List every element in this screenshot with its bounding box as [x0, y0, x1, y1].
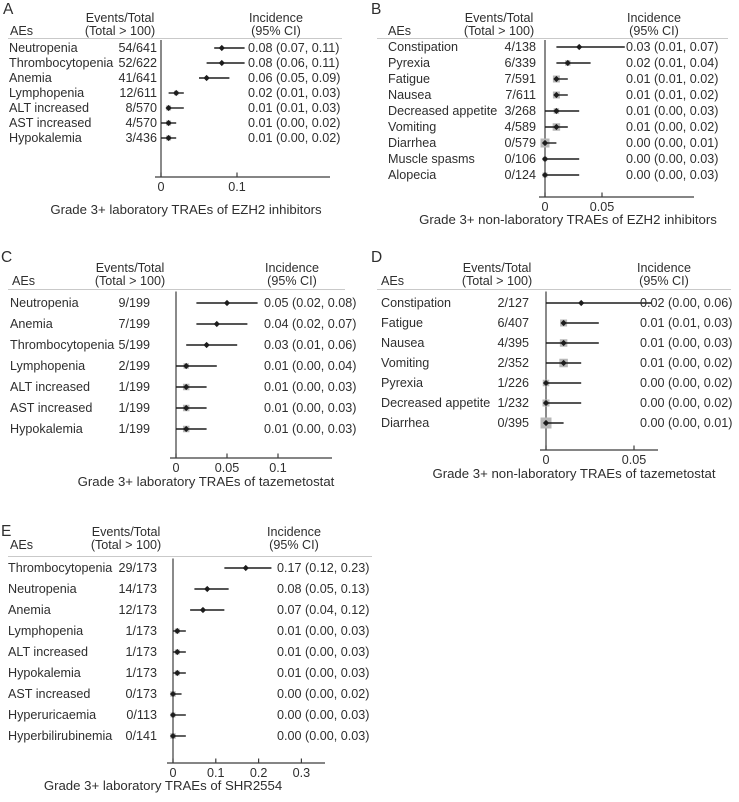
panel-C-letter: C [1, 249, 13, 266]
incidence-ci-value: 0.01 (0.01, 0.03) [640, 316, 733, 330]
incidence-ci-value: 0.05 (0.02, 0.08) [264, 296, 357, 310]
events-column-header-line1: Events/Total [85, 11, 155, 25]
point-estimate-marker [204, 342, 210, 348]
ae-label: Hyperbilirubinemia [8, 729, 113, 743]
aes-column-header: AEs [388, 24, 412, 38]
events-column-header-line2: (Total > 100) [84, 24, 156, 38]
ae-label: Hyperuricaemia [8, 708, 97, 722]
events-total-value: 2/127 [497, 296, 529, 310]
incidence-ci-value: 0.00 (0.00, 0.01) [640, 416, 733, 430]
x-tick-label: 0.1 [228, 180, 246, 194]
aes-column-header: AEs [381, 274, 405, 288]
x-tick-label: 0.05 [214, 461, 240, 475]
ae-label: Neutropenia [9, 41, 78, 55]
ae-label: Hypokalemia [10, 422, 83, 436]
incidence-ci-value: 0.01 (0.00, 0.04) [264, 359, 357, 373]
incidence-ci-value: 0.01 (0.00, 0.03) [264, 401, 357, 415]
incidence-ci-value: 0.02 (0.01, 0.03) [248, 86, 341, 100]
incidence-ci-value: 0.01 (0.00, 0.02) [640, 356, 733, 370]
point-estimate-marker [224, 300, 230, 306]
ae-label: Vomiting [381, 356, 430, 370]
x-tick-label: 0.1 [269, 461, 287, 475]
x-tick-label: 0 [541, 200, 549, 214]
ae-label: Decreased appetite [381, 396, 491, 410]
ae-label: Neutropenia [10, 296, 79, 310]
panel-caption: Grade 3+ laboratory TRAEs of tazemetostat [77, 474, 335, 489]
events-total-value: 0/141 [125, 729, 157, 743]
events-total-value: 29/173 [118, 561, 157, 575]
incidence-ci-value: 0.01 (0.01, 0.02) [626, 88, 719, 102]
panel-caption: Grade 3+ laboratory TRAEs of EZH2 inhibitors [50, 202, 322, 217]
events-total-value: 1/173 [125, 666, 157, 680]
incidence-ci-value: 0.01 (0.01, 0.02) [626, 72, 719, 86]
panel-A-letter: A [3, 1, 14, 18]
incidence-ci-value: 0.01 (0.00, 0.03) [264, 380, 357, 394]
events-total-value: 8/570 [125, 101, 157, 115]
incidence-column-header-line2: (95% CI) [251, 24, 301, 38]
events-total-value: 1/199 [118, 422, 150, 436]
incidence-column-header-line1: Incidence [249, 11, 303, 25]
events-column-header-line1: Events/Total [462, 261, 532, 275]
events-total-value: 1/173 [125, 645, 157, 659]
events-total-value: 7/611 [505, 88, 536, 102]
events-total-value: 0/395 [497, 416, 529, 430]
incidence-ci-value: 0.06 (0.05, 0.09) [248, 71, 341, 85]
ae-label: Anemia [8, 603, 51, 617]
events-column-header-line2: (Total > 100) [94, 274, 166, 288]
panel-E-letter: E [1, 523, 12, 540]
events-total-value: 0/579 [504, 136, 536, 150]
ae-label: ALT increased [8, 645, 89, 659]
events-total-value: 0/173 [125, 687, 157, 701]
incidence-ci-value: 0.03 (0.01, 0.06) [264, 338, 357, 352]
events-total-value: 14/173 [118, 582, 157, 596]
ae-label: Thrombocytopenia [9, 56, 114, 70]
ae-label: Alopecia [388, 168, 437, 182]
events-total-value: 7/199 [118, 317, 150, 331]
panel-caption: Grade 3+ non-laboratory TRAEs of tazemetostat [432, 466, 716, 481]
events-total-value: 6/407 [497, 316, 529, 330]
ae-label: AST increased [9, 116, 92, 130]
ae-label: Lymphopenia [9, 86, 85, 100]
ae-label: ALT increased [10, 380, 91, 394]
events-total-value: 12/611 [119, 86, 157, 100]
events-total-value: 4/589 [504, 120, 536, 134]
events-total-value: 4/138 [504, 40, 536, 54]
ae-label: Fatigue [381, 316, 424, 330]
incidence-ci-value: 0.01 (0.00, 0.02) [626, 120, 719, 134]
incidence-ci-value: 0.00 (0.00, 0.02) [640, 396, 733, 410]
ae-label: Muscle spasms [388, 152, 475, 166]
events-column-header-line2: (Total > 100) [461, 274, 533, 288]
events-total-value: 7/591 [504, 72, 536, 86]
events-total-value: 2/199 [118, 359, 150, 373]
panel-D-letter: D [371, 249, 383, 266]
incidence-ci-value: 0.02 (0.00, 0.06) [640, 296, 733, 310]
events-total-value: 12/173 [118, 603, 157, 617]
ae-label: Vomiting [388, 120, 437, 134]
ae-label: Lymphopenia [10, 359, 86, 373]
point-estimate-marker [219, 60, 225, 66]
x-tick-label: 0.3 [292, 766, 311, 780]
incidence-ci-value: 0.08 (0.06, 0.11) [248, 56, 340, 70]
incidence-ci-value: 0.17 (0.12, 0.23) [277, 561, 370, 575]
ae-label: Constipation [388, 40, 459, 54]
ae-label: Constipation [381, 296, 452, 310]
incidence-ci-value: 0.00 (0.00, 0.03) [277, 729, 370, 743]
ae-label: AST increased [10, 401, 93, 415]
point-estimate-marker [214, 321, 220, 327]
x-tick-label: 0 [169, 766, 177, 780]
aes-column-header: AEs [10, 24, 34, 38]
events-column-header-line1: Events/Total [95, 261, 165, 275]
incidence-ci-value: 0.01 (0.00, 0.03) [264, 422, 357, 436]
ae-label: Fatigue [388, 72, 431, 86]
ae-label: Decreased appetite [388, 104, 498, 118]
ae-label: Neutropenia [8, 582, 77, 596]
incidence-ci-value: 0.00 (0.00, 0.01) [626, 136, 719, 150]
incidence-ci-value: 0.08 (0.05, 0.13) [277, 582, 370, 596]
incidence-column-header-line1: Incidence [267, 525, 321, 539]
incidence-ci-value: 0.01 (0.00, 0.03) [640, 336, 733, 350]
incidence-ci-value: 0.00 (0.00, 0.02) [640, 376, 733, 390]
x-tick-label: 0 [157, 180, 165, 194]
panel-caption: Grade 3+ non-laboratory TRAEs of EZH2 inhibitors [419, 212, 717, 227]
x-tick-label: 0.1 [207, 766, 225, 780]
incidence-ci-value: 0.01 (0.00, 0.02) [248, 131, 341, 145]
ae-label: Hypokalemia [8, 666, 81, 680]
x-tick-label: 0.05 [589, 200, 615, 214]
aes-column-header: AEs [12, 274, 36, 288]
incidence-column-header-line1: Incidence [637, 261, 691, 275]
events-total-value: 0/113 [126, 708, 157, 722]
ae-label: Nausea [381, 336, 425, 350]
point-estimate-marker [576, 44, 582, 50]
ae-label: Lymphopenia [8, 624, 84, 638]
incidence-column-header-line1: Incidence [265, 261, 319, 275]
events-column-header-line1: Events/Total [464, 11, 534, 25]
x-tick-label: 0 [542, 453, 550, 467]
incidence-ci-value: 0.01 (0.00, 0.03) [277, 645, 370, 659]
point-estimate-marker [578, 300, 584, 306]
events-total-value: 1/173 [125, 624, 157, 638]
events-total-value: 52/622 [118, 56, 157, 70]
events-total-value: 3/436 [125, 131, 157, 145]
ae-label: Anemia [10, 317, 53, 331]
point-estimate-marker [219, 45, 225, 51]
events-total-value: 6/339 [504, 56, 536, 70]
ae-label: Hypokalemia [9, 131, 82, 145]
point-estimate-marker [243, 565, 249, 571]
incidence-ci-value: 0.01 (0.00, 0.03) [626, 104, 719, 118]
ae-label: Thrombocytopenia [8, 561, 113, 575]
incidence-ci-value: 0.04 (0.02, 0.07) [264, 317, 357, 331]
point-estimate-marker [204, 586, 210, 592]
x-tick-label: 0.2 [249, 766, 268, 780]
events-column-header-line2: (Total > 100) [463, 24, 535, 38]
events-total-value: 4/395 [497, 336, 529, 350]
events-total-value: 41/641 [118, 71, 157, 85]
incidence-ci-value: 0.03 (0.01, 0.07) [626, 40, 719, 54]
ae-label: Diarrhea [388, 136, 437, 150]
events-total-value: 4/570 [125, 116, 157, 130]
incidence-ci-value: 0.00 (0.00, 0.02) [277, 687, 370, 701]
incidence-column-header-line2: (95% CI) [629, 24, 679, 38]
events-total-value: 1/199 [118, 401, 150, 415]
incidence-column-header-line2: (95% CI) [267, 274, 317, 288]
events-total-value: 2/352 [497, 356, 529, 370]
incidence-ci-value: 0.01 (0.00, 0.03) [277, 624, 370, 638]
incidence-ci-value: 0.01 (0.00, 0.02) [248, 116, 341, 130]
x-tick-label: 0 [172, 461, 180, 475]
events-column-header-line1: Events/Total [91, 525, 161, 539]
events-total-value: 1/226 [497, 376, 529, 390]
incidence-ci-value: 0.00 (0.00, 0.03) [277, 708, 370, 722]
events-total-value: 5/199 [118, 338, 150, 352]
incidence-column-header-line2: (95% CI) [269, 538, 319, 552]
events-total-value: 1/199 [118, 380, 150, 394]
incidence-ci-value: 0.00 (0.00, 0.03) [626, 152, 719, 166]
ae-label: AST increased [8, 687, 91, 701]
incidence-column-header-line2: (95% CI) [639, 274, 689, 288]
events-total-value: 1/232 [497, 396, 529, 410]
events-total-value: 9/199 [118, 296, 150, 310]
x-tick-label: 0.05 [621, 453, 647, 467]
incidence-ci-value: 0.00 (0.00, 0.03) [626, 168, 719, 182]
events-total-value: 54/641 [118, 41, 157, 55]
aes-column-header: AEs [10, 538, 34, 552]
ae-label: Nausea [388, 88, 432, 102]
incidence-ci-value: 0.07 (0.04, 0.12) [277, 603, 370, 617]
incidence-column-header-line1: Incidence [627, 11, 681, 25]
events-total-value: 0/124 [504, 168, 536, 182]
ae-label: Anemia [9, 71, 52, 85]
incidence-ci-value: 0.02 (0.01, 0.04) [626, 56, 719, 70]
events-total-value: 3/268 [504, 104, 536, 118]
incidence-ci-value: 0.01 (0.01, 0.03) [248, 101, 341, 115]
ae-label: Diarrhea [381, 416, 430, 430]
ae-label: Pyrexia [381, 376, 423, 390]
point-estimate-marker [200, 607, 206, 613]
ae-label: Pyrexia [388, 56, 430, 70]
incidence-ci-value: 0.01 (0.00, 0.03) [277, 666, 370, 680]
events-column-header-line2: (Total > 100) [90, 538, 162, 552]
events-total-value: 0/106 [504, 152, 536, 166]
panel-B-letter: B [371, 1, 382, 18]
panel-caption: Grade 3+ laboratory TRAEs of SHR2554 [43, 778, 283, 793]
ae-label: ALT increased [9, 101, 90, 115]
point-estimate-marker [204, 75, 210, 81]
ae-label: Thrombocytopenia [10, 338, 115, 352]
incidence-ci-value: 0.08 (0.07, 0.11) [248, 41, 340, 55]
